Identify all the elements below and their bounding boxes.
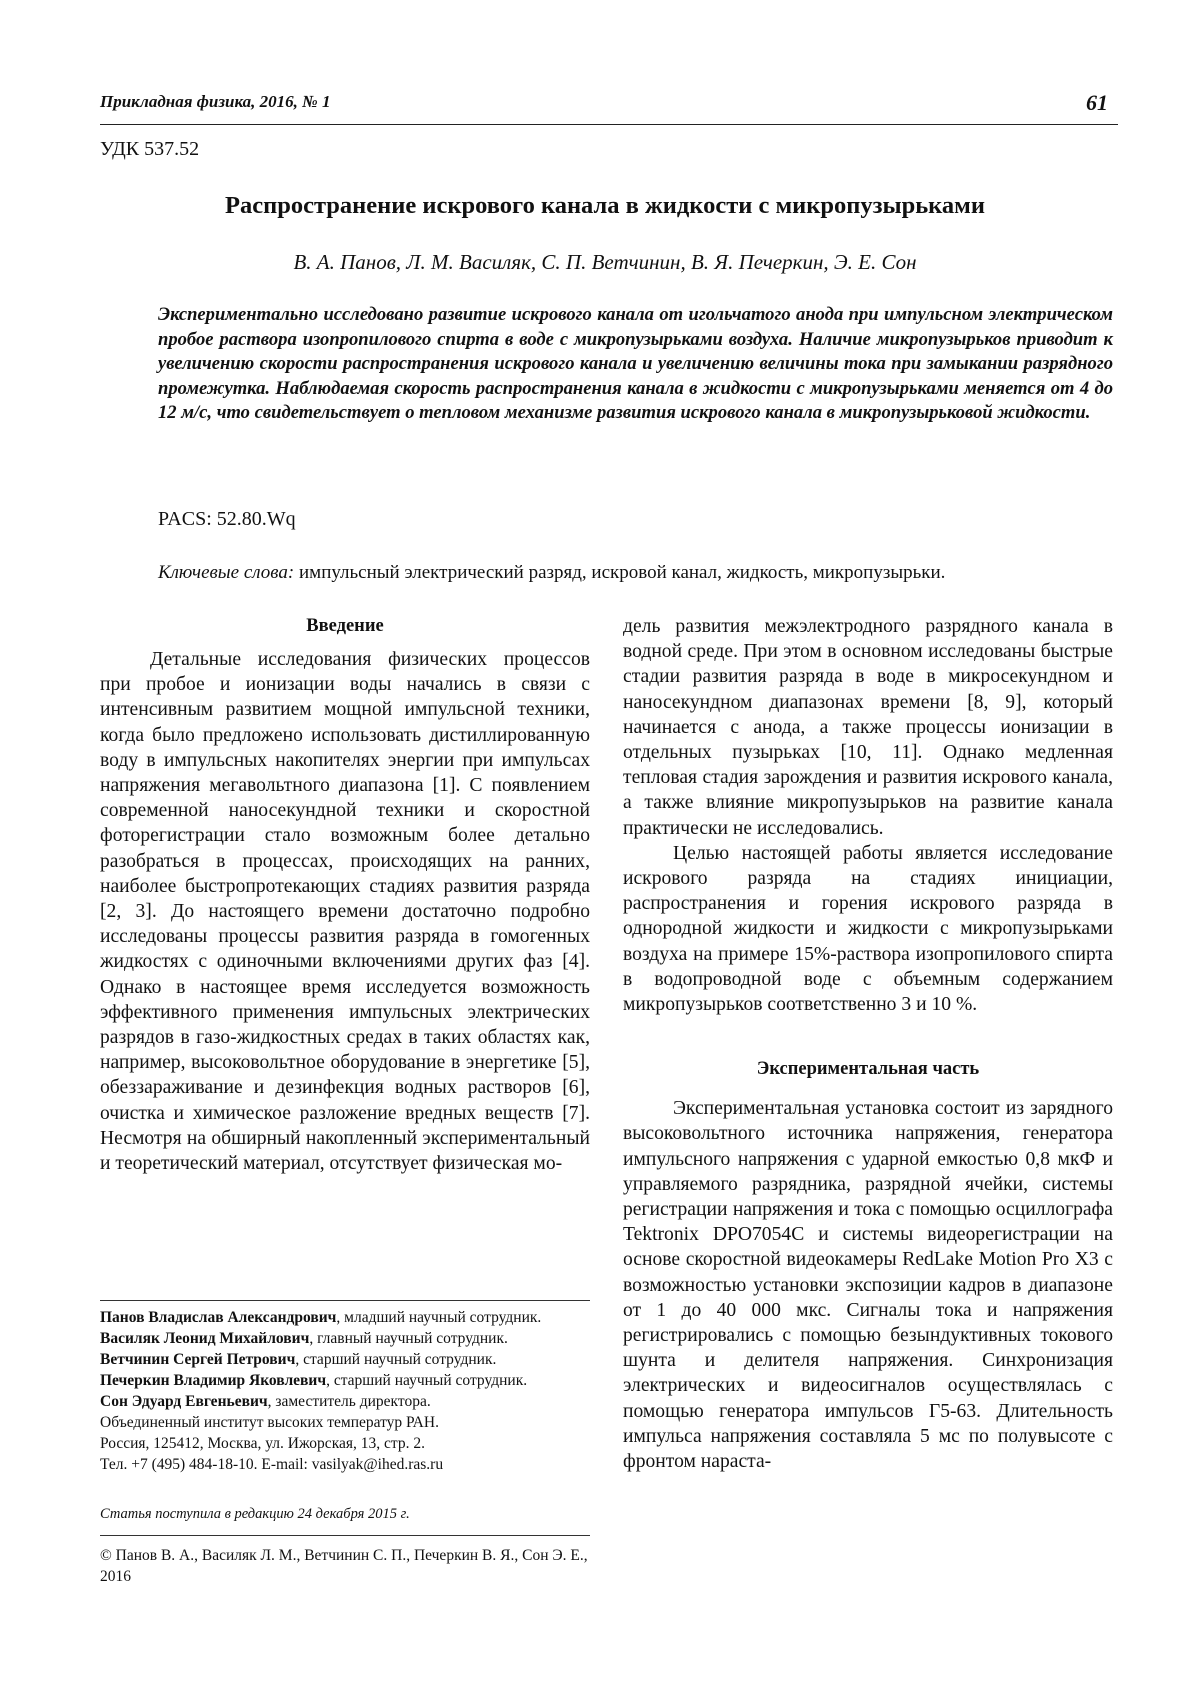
section-heading-experimental: Экспериментальная часть: [756, 1059, 980, 1080]
footnote-author-name: Панов Владислав Александрович: [100, 1309, 337, 1326]
affiliation-institute: Объединенный институт высоких температур РАН.: [100, 1414, 439, 1431]
page-number: 61: [1086, 90, 1108, 115]
footnote-author-name: Сон Эдуард Евгеньевич: [100, 1393, 268, 1410]
author-list: В. А. Панов, Л. М. Василяк, С. П. Ветчинин, В. Я. Печеркин, Э. Е. Сон: [293, 250, 917, 274]
footnote-author-role: , главный научный сотрудник.: [309, 1330, 508, 1347]
abstract: Экспериментально исследовано развитие искрового канала от игольчатого анода при импульсном электрическом пробое раствора изопропилового спирта в воде с микропузырьками воздуха. Наличие микропузырьков приводит к увеличению скорости распространения искрового канала и увеличению величины тока при замыкании разрядного промежутка. Наблюдаемая скорость распространения канала в жидкости с микропузырьками меняется от 4 до 12 м/с, что свидетельствует о тепловом механизме развития искрового канала в микропузырьковой жидкости.: [158, 304, 1113, 423]
copyright-notice: © Панов В. А., Василяк Л. М., Ветчинин С. П., Печеркин В. Я., Сон Э. Е., 2016: [100, 1547, 588, 1585]
left-column: [100, 614, 590, 1176]
goal-paragraph: Целью настоящей работы является исследование искрового разряда на стадиях инициации, распространения и горения искрового разряда в однородной жидкости и жидкости с микропузырьками воздуха на примере 15%-раствора изопропилового спирта в водопроводной воде с объемным содержанием микропузырьков соответственно 3 и 10 %.: [623, 842, 1113, 1016]
udc-code: УДК 537.52: [100, 138, 200, 160]
affiliation-contact: Тел. +7 (495) 484-18-10. E-mail: vasilyak@ihed.ras.ru: [100, 1456, 444, 1473]
footnote-author: [100, 1349, 590, 1370]
footnote-author-name: Ветчинин Сергей Петрович: [100, 1351, 296, 1368]
footnote-author: [100, 1328, 590, 1349]
author-footnotes: [100, 1300, 590, 1475]
keywords-text: импульсный электрический разряд, искровой канал, жидкость, микропузырьки.: [294, 562, 946, 583]
journal-citation: Прикладная физика, 2016, № 1: [100, 92, 331, 111]
section-heading-introduction: Введение: [306, 616, 384, 636]
received-date: Статья поступила в редакцию 24 декабря 2015 г.: [100, 1506, 590, 1536]
footnote-author-role: , старший научный сотрудник.: [326, 1372, 528, 1389]
article-title: Распространение искрового канала в жидкости с микропузырьками: [224, 192, 985, 219]
experimental-paragraph: Экспериментальная установка состоит из зарядного высоковольтного источника напряжения, генератора импульсного напряжения с ударной емкостью 0,8 мкФ и управляемого разрядника, разрядной ячейки, системы регистрации напряжения и тока с помощью осциллографа Tektronix DPO7054C и системы видеорегистрации на основе скоростной видеокамеры RedLake Motion Pro X3 с возможностью установки экспозиции кадров в диапазоне от 1 до 40 000 мкс. Сигналы тока и напряжения регистрировались с помощью безындуктивных токового шунта и делителя напряжения. Синхронизация электрических и видеосигналов осуществлялась с помощью генератора импульсов Г5-63. Длительность импульса напряжения составляла 5 мс по полувысоте с фронтом нараста-: [623, 1098, 1113, 1473]
intro-continuation-paragraph: дель развития межэлектродного разрядного канала в водной среде. При этом в основном исследованы быстрые стадии развития разряда в воде в микросекундном и наносекундном диапазонах времени [8, 9], который начинается с анода, а также процессы ионизации в отдельных пузырьках [10, 11]. Однако медленная тепловая стадия зарождения и развития искрового канала, а также влияние микропузырьков на развитие канала практически не исследовались.: [623, 616, 1113, 839]
footnote-author-role: , младший научный сотрудник.: [336, 1309, 542, 1326]
right-column: [623, 614, 1113, 1474]
keywords-label: Ключевые слова:: [158, 562, 295, 583]
footnote-author-role: , заместитель директора.: [267, 1393, 431, 1410]
intro-paragraph: Детальные исследования физических процессов при пробое и ионизации воды начались в связи с интенсивным развитием мощной импульсной техники, когда было предложено использовать дистиллированную воду в импульсных накопителях энергии при импульсах напряжения мегавольтного диапазона [1]. С появлением современной наносекундной техники и скоростной фоторегистрации стало возможным более детально разобраться в процессах, происходящих на ранних, наиболее быстропротекающих стадиях развития разряда [2, 3]. До настоящего времени достаточно подробно исследованы процессы развития разряда в гомогенных жидкостях с одиночными включениями других фаз [4]. Однако в настоящее время исследуется возможность эффективного применения импульсных электрических разрядов в газо-жидкостных средах в таких областях как, например, высоковольтное оборудование в энергетике [5], обеззараживание и дезинфекция водных растворов [6], очистка и химическое разложение вредных веществ [7]. Несмотря на обширный накопленный экспериментальный и теоретический материал, отсутствует физическая мо-: [100, 649, 590, 1175]
footnote-author: [100, 1391, 590, 1412]
pacs-code: PACS: 52.80.Wq: [158, 508, 296, 530]
footnote-author-role: , старший научный сотрудник.: [295, 1351, 497, 1368]
footnote-author-name: Василяк Леонид Михайлович: [100, 1330, 310, 1347]
footnote-author: [100, 1307, 590, 1328]
keywords: [158, 562, 1118, 584]
affiliation-address: Россия, 125412, Москва, ул. Ижорская, 13, стр. 2.: [100, 1435, 425, 1452]
running-header: [100, 90, 1118, 125]
footnote-author-name: Печеркин Владимир Яковлевич: [100, 1372, 327, 1389]
footnote-author: [100, 1370, 590, 1391]
